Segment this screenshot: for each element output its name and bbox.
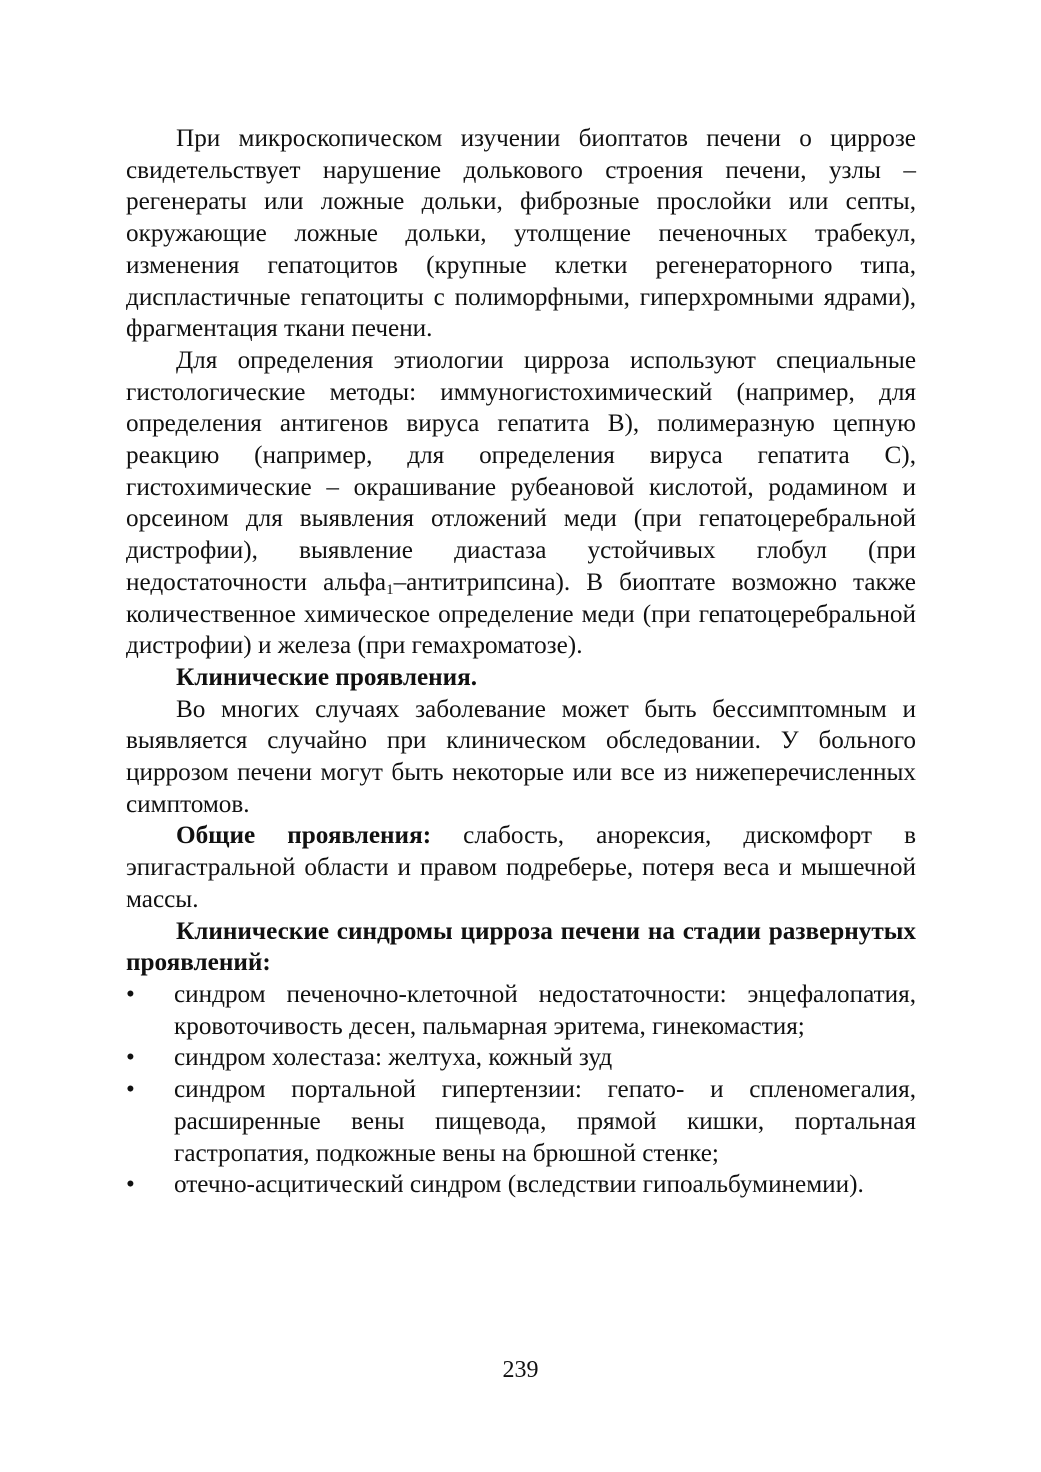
etiology-text-part1: Для определения этиологии цирроза используют специальные гистологические методы: иммуногистохимический (например, для определения антигенов вируса гепатита В), полимеразную цепную реакцию (например, для определения вируса гепатита С), гистохимические – окрашивание рубеановой кислотой, родамином и орсеином для выявления отложений меди (при гепатоцеребральной дистрофии), выявление диастаза устойчивых глобул (при недостаточности альфа bbox=[126, 346, 916, 596]
etiology-text-part2: –антитрипсина). В биоптате возможно также количественное химическое определение меди (при гепатоцеребральной дистрофии) и железа (при гемахроматозе). bbox=[126, 568, 916, 660]
syndrome-list bbox=[126, 979, 916, 1201]
page-number: 239 bbox=[502, 1357, 539, 1383]
list-item bbox=[126, 1042, 916, 1074]
list-item-text: синдром холестаза: желтуха, кожный зуд bbox=[174, 1044, 613, 1072]
list-item bbox=[126, 979, 916, 1042]
list-item-text: синдром портальной гипертензии: гепато- и спленомегалия, расширенные вены пищевода, прямой кишки, портальная гастропатия, подкожные вены на брюшной стенке; bbox=[174, 1076, 916, 1167]
list-item bbox=[126, 1169, 916, 1201]
paragraph-microscopy: При микроскопическом изучении биоптатов печени о циррозе свидетельствует нарушение долькового строения печени, узлы – регенераты или ложные дольки, фиброзные прослойки или септы, окружающие ложные дольки, утолщение печеночных трабекул, изменения гепатоцитов (крупные клетки регенераторного типа, диспластичные гепатоциты с полиморфными, гиперхромными ядрами), фрагментация ткани печени. bbox=[126, 125, 916, 343]
list-item-text: отечно-асцитический синдром (вследствии гипоальбуминемии). bbox=[174, 1171, 864, 1199]
paragraph-asymptomatic: Во многих случаях заболевание может быть бессимптомным и выявляется случайно при клиническом обследовании. У больного циррозом печени могут быть некоторые или все из нижеперечисленных симптомов. bbox=[126, 695, 916, 818]
paragraph-etiology bbox=[126, 345, 916, 662]
bullet-icon: • bbox=[126, 1076, 135, 1104]
bullet-icon: • bbox=[126, 1044, 135, 1072]
general-manifestations-text: слабость, анорексия, дискомфорт в эпигастральной области и правом подреберье, потеря веса и мышечной массы. bbox=[126, 822, 917, 913]
general-manifestations-label: Общие проявления: bbox=[176, 822, 432, 850]
heading-clinical-syndromes: Клинические синдромы цирроза печени на стадии развернутых проявлений: bbox=[126, 917, 916, 977]
heading-clinical-manifestations: Клинические проявления. bbox=[176, 663, 478, 691]
list-item-text: синдром печеночно-клеточной недостаточности: энцефалопатия, кровоточивость десен, пальмарная эритема, гинекомастия; bbox=[174, 980, 916, 1040]
bullet-icon: • bbox=[126, 980, 135, 1008]
list-item bbox=[126, 1074, 916, 1169]
paragraph-general-manifestations bbox=[126, 820, 916, 915]
subscript-one: 1 bbox=[386, 581, 394, 598]
bullet-icon: • bbox=[126, 1171, 135, 1199]
page-body bbox=[126, 123, 916, 1201]
